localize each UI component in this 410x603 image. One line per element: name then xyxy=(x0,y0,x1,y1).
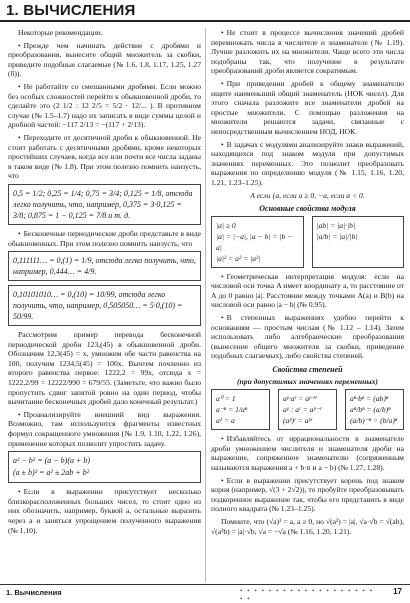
modulus-prop-5: |a/b| = |a|/|b| xyxy=(316,231,358,241)
power-prop-6: (aᵖ)ʳ = aᵖʳ xyxy=(283,416,313,426)
powers-col-3 xyxy=(345,389,404,430)
powers-properties-subtitle: (при допустимых значениях переменных) xyxy=(237,376,378,386)
powers-properties-title: Свойства степеней xyxy=(272,365,343,375)
powers-properties xyxy=(211,389,404,430)
tip-powers: • В степенных выражениях удобно перейти к основаниям — простым числам (№ 1.12 – 1.14). Затем использовать либо алгебраические преобразования (вынесение общего множителя за скобки, приведение подобных слагаемых), либо свойства степеней. xyxy=(211,313,404,361)
modulus-properties-left xyxy=(211,216,304,268)
power-prop-1: a⁰ = 1 xyxy=(216,394,236,404)
page-number: 17 xyxy=(393,587,402,596)
chapter-title: 1. ВЫЧИСЛЕНИЯ xyxy=(6,2,136,19)
decimal-fractions-box: 0,5 = 1/2; 0,25 = 1/4; 0,75 = 3/4; 0,125 = 1/8, отсюда легко получить, что, например, 0,375 = 3·0,125 = 3/8; 0,875 = 1 − 0,125 = 7/8 и т. д. xyxy=(8,184,201,225)
tip-large-numbers: • Если в выражении присутствует несколько близкорасположенных больших чисел, то стоит одно из них обозначить, например, буквой a, остальные выразить через a и заняться упрощением полученного выражения (№ 1.10). xyxy=(8,487,201,535)
modulus-definition: A если {a, если a ≥ 0, −a, если a < 0. xyxy=(250,190,365,200)
header-rule xyxy=(0,20,410,22)
tip-common-factor: • Прежде чем начинать действие с дробями и преобразования, вынесите общий множитель за скобки, приведите подобные слагаемые (№ 1.6, 1.8, 1.17, 1.25, 1.27 (б)). xyxy=(8,41,201,79)
power-prop-4: aᵖ·aʳ = aᵖ⁺ʳ xyxy=(283,394,317,404)
footer-dots: • • • • • • • • • • • • • • • • • • • • • xyxy=(240,587,374,603)
power-prop-9: (a/b)⁻ⁿ = (b/a)ⁿ xyxy=(350,416,398,426)
modulus-properties-right xyxy=(312,216,405,268)
power-prop-5: aᵖ : aʳ = aᵖ⁻ʳ xyxy=(283,405,322,415)
left-column xyxy=(8,28,201,538)
tip-geometric-modulus: • Геометрическая интерпретация модуля: если на числовой оси точка A имеет координату a, то расстояние от A до 0 равно |a|. Расстояние между точками A(a) и B(b) на числовой оси равно |a − b| (№ 0.95). xyxy=(211,272,404,310)
modulus-properties-title: Основные свойства модуля xyxy=(259,204,356,214)
formula-square-of-sum: (a ± b)² = a² ± 2ab + b² xyxy=(13,468,90,478)
modulus-properties xyxy=(211,216,404,268)
formula-difference-of-squares: a² − b² = (a − b)(a + b) xyxy=(13,456,91,466)
power-prop-2: a⁻ⁿ = 1/aⁿ xyxy=(216,405,248,415)
formulas-box xyxy=(8,451,201,483)
modulus-prop-1: |a| ≥ 0 xyxy=(216,220,236,230)
powers-col-2 xyxy=(278,389,337,430)
tip-common-denominator: • При приведении дробей к общему знаменателю ищите наименьший общий знаменатель (НОК чисел). Для этого сначала разложите все знаменатели дробей на простые множители. С помощью разложения на множители решаются задачи, связанные с непосредственным вычислением НОД, НОК. xyxy=(211,79,404,137)
roots-reminder: Помните, что (√a)² = a, a ≥ 0, но √(a²) = |a|, √a·√b = √(ab), √(a²b) = |a|·√b, √a = −√a (№ 1.16, 1.20, 1.21). xyxy=(211,516,404,536)
periodic-box-1: 0,111111… = 0,(1) = 1/9, отсюда легко получить, что, например, 0,444… = 4/9. xyxy=(8,251,201,281)
footer-rule xyxy=(0,584,410,585)
modulus-prop-4: |ab| = |a|·|b| xyxy=(316,220,356,230)
tip-mixed-fractions: • Не работайте со смешанными дробями. Если можно без особых сложностей перейти к обыкновенной дроби, то сделайте это (2 1/2 : 12 2/5 = 5/2 · 12/... ). В противном случае (№ 1.5–1.7) надо их записать в виде суммы целой и дробной частей: −117 2/13 = −(117 + 2/13). xyxy=(8,82,201,130)
tip-formulas: • Проанализируйте внешний вид выражения. Возможно, там используются фрагменты известных формул сокращенного умножения (№ 1.9, 1.10, 1.22, 1.26), применение которых позволит упростить задачу. xyxy=(8,410,201,448)
power-prop-7: aⁿ·bⁿ = (ab)ⁿ xyxy=(350,394,389,404)
tip-periodic-fractions: • Бесконечные периодические дроби представьте в виде обыкновенных. При этом полезно помнить наизусть, что xyxy=(8,229,201,248)
tip-nested-roots: • Если в выражении присутствует корень под знаком корня (например, √(3 + 2√2)), то пробуйте преобразовывать подкоренное выражение так, чтобы его представить в виде полного квадрата (№ 1.23–1.25). xyxy=(211,476,404,514)
power-prop-3: a¹ = a xyxy=(216,416,235,426)
page-header xyxy=(0,0,410,22)
periodic-box-2: 0,10101010… = 0,(10) = 10/99, отсюда легко получить, что, например, 0,505050… = 5·0,(10) = 50/99. xyxy=(8,285,201,326)
tip-irrationality: • Избавляйтесь от иррациональности в знаменателе дроби умножением числителя и знаменателя дроби на выражение, сопряженное знаменателю (сопряженным называются выражения a + b·n и a − b) (№ 1.27, 1.28). xyxy=(211,434,404,472)
footer-section: 1. Вычисления xyxy=(6,588,62,597)
modulus-prop-2: |a| = |−a|, |a − b| = |b − a| xyxy=(216,231,293,252)
power-prop-8: aⁿ/bⁿ = (a/b)ⁿ xyxy=(350,405,391,415)
periodic-example: Рассмотрим пример перевода бесконечной периодической дроби 123,(45) в обыкновенной дроби. Обозначим 12,3(45) = x, умножим обе части равенства на 100, получим 1234,5(45) = 100x. Вычтем почленно из второго равенства первое: 1222,2 = 99x, отсюда x = 1222,2/99 = 12222/990 = 679/55. (Заметьте, что важно было пропустить сдвиг запятой ровно на один период, чтобы вычитание бесконечных дробей дало конечный результат.) xyxy=(8,330,201,407)
modulus-prop-3: |a|² = a² = |a²| xyxy=(216,253,261,263)
intro-text: Некоторые рекомендации. xyxy=(18,28,103,37)
tip-modulus: • В задачах с модулями анализируйте знаки выражений, находящихся под знаком модуля при допустимых значениях переменных. Это позволит преобразовать выражения по определению модуля (№ 1.15, 1.16, 1.20, 1.21, 1.23–1.25). xyxy=(211,140,404,188)
tip-decimal-fractions: • Переходите от десятичной дроби к обыкновенной. Не стоит работать с десятичными дробями, кроме некоторых простейших случаев, когда все или почти все числа заданы в таком виде (№ 1.8). При этом полезно помнить наизусть, что xyxy=(8,133,201,181)
tip-factorize: • Не стоит в процессе вычисления значений дробей перемножать числа в числителе и знаменателе (№ 1.19). Лучше разложить их на множители. Чаще всего эти числа подобраны так, что получение в результате преобразований дроби является сократимым. xyxy=(211,28,404,76)
page-footer xyxy=(0,584,410,603)
right-column xyxy=(211,28,404,539)
column-divider xyxy=(205,28,206,582)
powers-col-1 xyxy=(211,389,270,430)
